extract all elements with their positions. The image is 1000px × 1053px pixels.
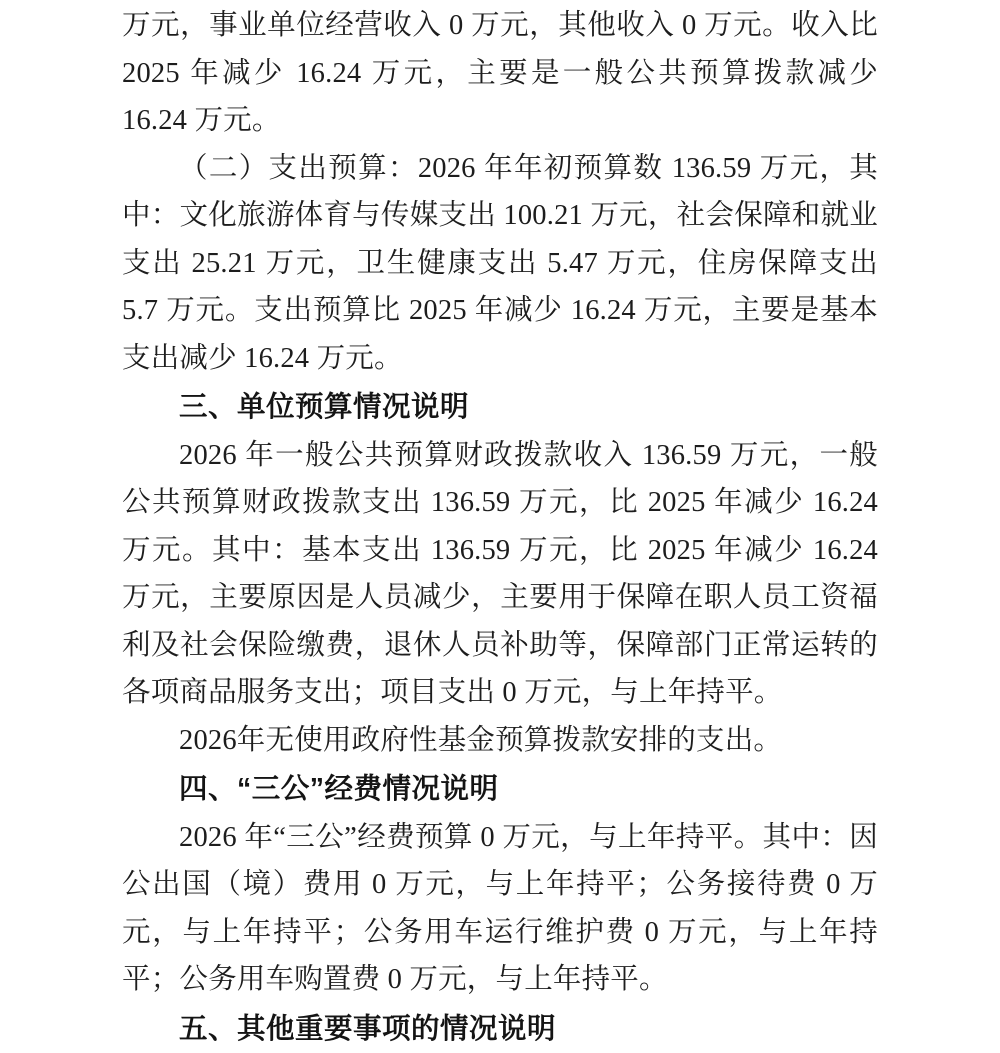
heading-other-important-matters: 五、其他重要事项的情况说明 — [122, 1006, 878, 1053]
paragraph-general-public-budget-detail: 2026 年一般公共预算财政拨款收入 136.59 万元，一般公共预算财政拨款支出 136.59 万元，比 2025 年减少 16.24 万元。其中：基本支出 136.59 万元，比 2025 年减少 16.24 万元，主要原因是人员减少，主要用于保障在职人员工资福利及社会保险缴费，退休人员补助等，保障部门正常运转的各项商品服务支出；项目支出 0 万元，与上年持平。 — [122, 432, 878, 717]
document-body — [122, 0, 878, 1053]
paragraph-government-fund-budget: 2026年无使用政府性基金预算拨款安排的支出。 — [122, 717, 878, 765]
heading-three-public-expenses: 四、“三公”经费情况说明 — [122, 766, 878, 814]
paragraph-expenditure-budget: （二）支出预算：2026 年年初预算数 136.59 万元，其中：文化旅游体育与传媒支出 100.21 万元，社会保障和就业支出 25.21 万元，卫生健康支出 5.47 万元，住房保障支出 5.7 万元。支出预算比 2025 年减少 16.24 万元，主要是基本支出减少 16.24 万元。 — [122, 145, 878, 383]
heading-unit-budget-explanation: 三、单位预算情况说明 — [122, 384, 878, 432]
paragraph-continuation-income: 万元，事业单位经营收入 0 万元，其他收入 0 万元。收入比 2025 年减少 16.24 万元，主要是一般公共预算拨款减少 16.24 万元。 — [122, 2, 878, 145]
paragraph-three-public-expenses-detail: 2026 年“三公”经费预算 0 万元，与上年持平。其中：因公出国（境）费用 0 万元，与上年持平；公务接待费 0 万元，与上年持平；公务用车运行维护费 0 万元，与上年持平；公务用车购置费 0 万元，与上年持平。 — [122, 814, 878, 1004]
